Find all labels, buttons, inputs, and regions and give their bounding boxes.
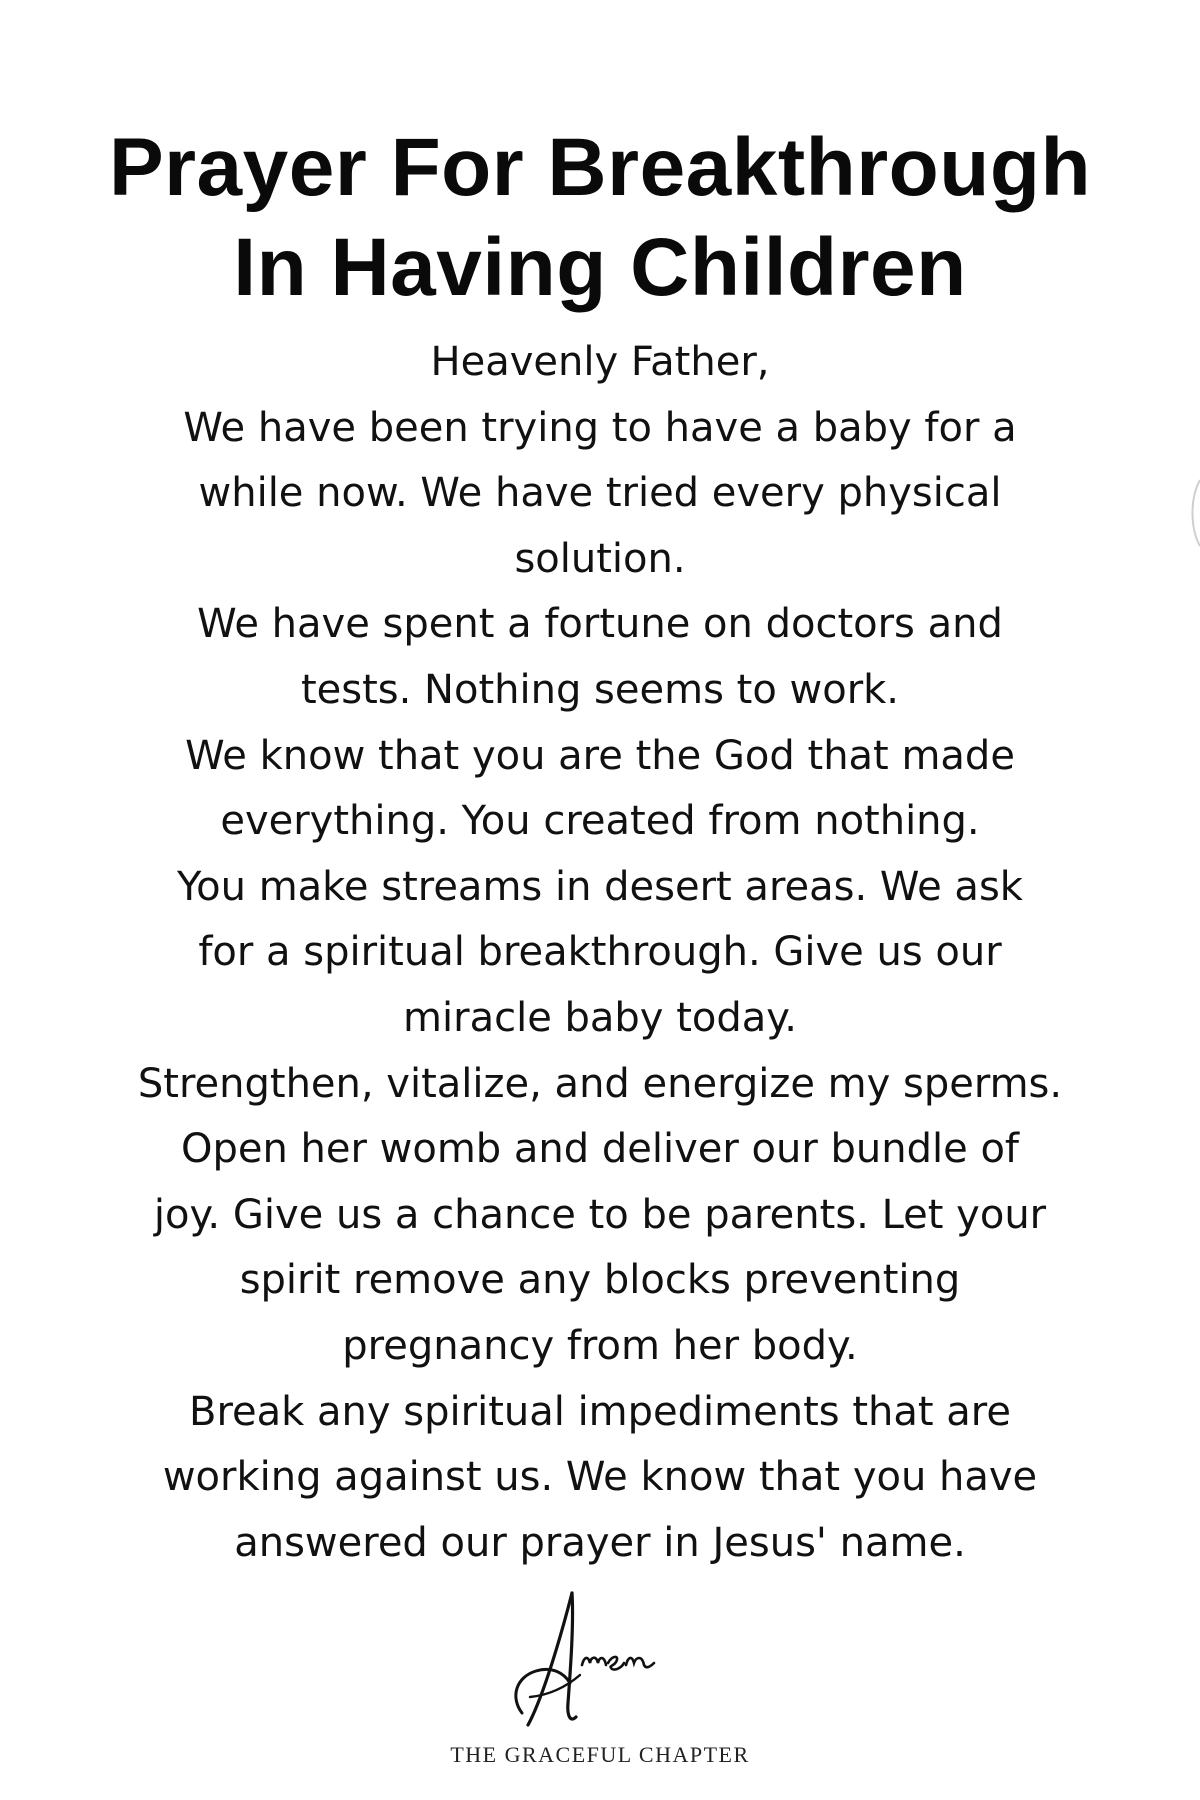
prayer-line: miracle baby today. [403,994,797,1041]
edge-decoration [1188,478,1200,548]
prayer-line: Open her womb and deliver our bundle of [180,1126,1020,1173]
prayer-line: We have been trying to have a baby for a [183,404,1017,451]
page-title [0,118,1200,318]
prayer-line: for a spiritual breakthrough. Give us our [198,929,1002,976]
brand-name: THE GRACEFUL CHAPTER [450,1742,750,1767]
prayer-line: everything. You created from nothing. [220,798,980,845]
prayer-line: joy. Give us a chance to be parents. Let your [153,1191,1047,1238]
title-line-2: In Having Children [233,222,967,313]
title-line-1: Prayer For Breakthrough [108,122,1092,213]
prayer-line: Strengthen, vitalize, and energize my sperms. [137,1060,1063,1107]
prayer-line: tests. Nothing seems to work. [300,666,900,713]
prayer-text [60,330,1140,1576]
prayer-line: Heavenly Father, [430,339,770,385]
prayer-line: solution. [514,535,686,582]
prayer-line: Break any spiritual impediments that are [189,1388,1011,1435]
prayer-line: while now. We have tried every physical [198,470,1002,517]
prayer-line: spirit remove any blocks preventing [239,1257,961,1304]
prayer-line: working against us. We know that you have [162,1454,1038,1501]
prayer-line: We have spent a fortune on doctors and [197,601,1003,648]
amen-script-logo [500,1585,700,1735]
prayer-line: We know that you are the God that made [185,732,1015,779]
prayer-line: pregnancy from her body. [342,1322,858,1369]
prayer-line: answered our prayer in Jesus' name. [234,1519,966,1566]
prayer-line: You make streams in desert areas. We ask [177,863,1023,910]
